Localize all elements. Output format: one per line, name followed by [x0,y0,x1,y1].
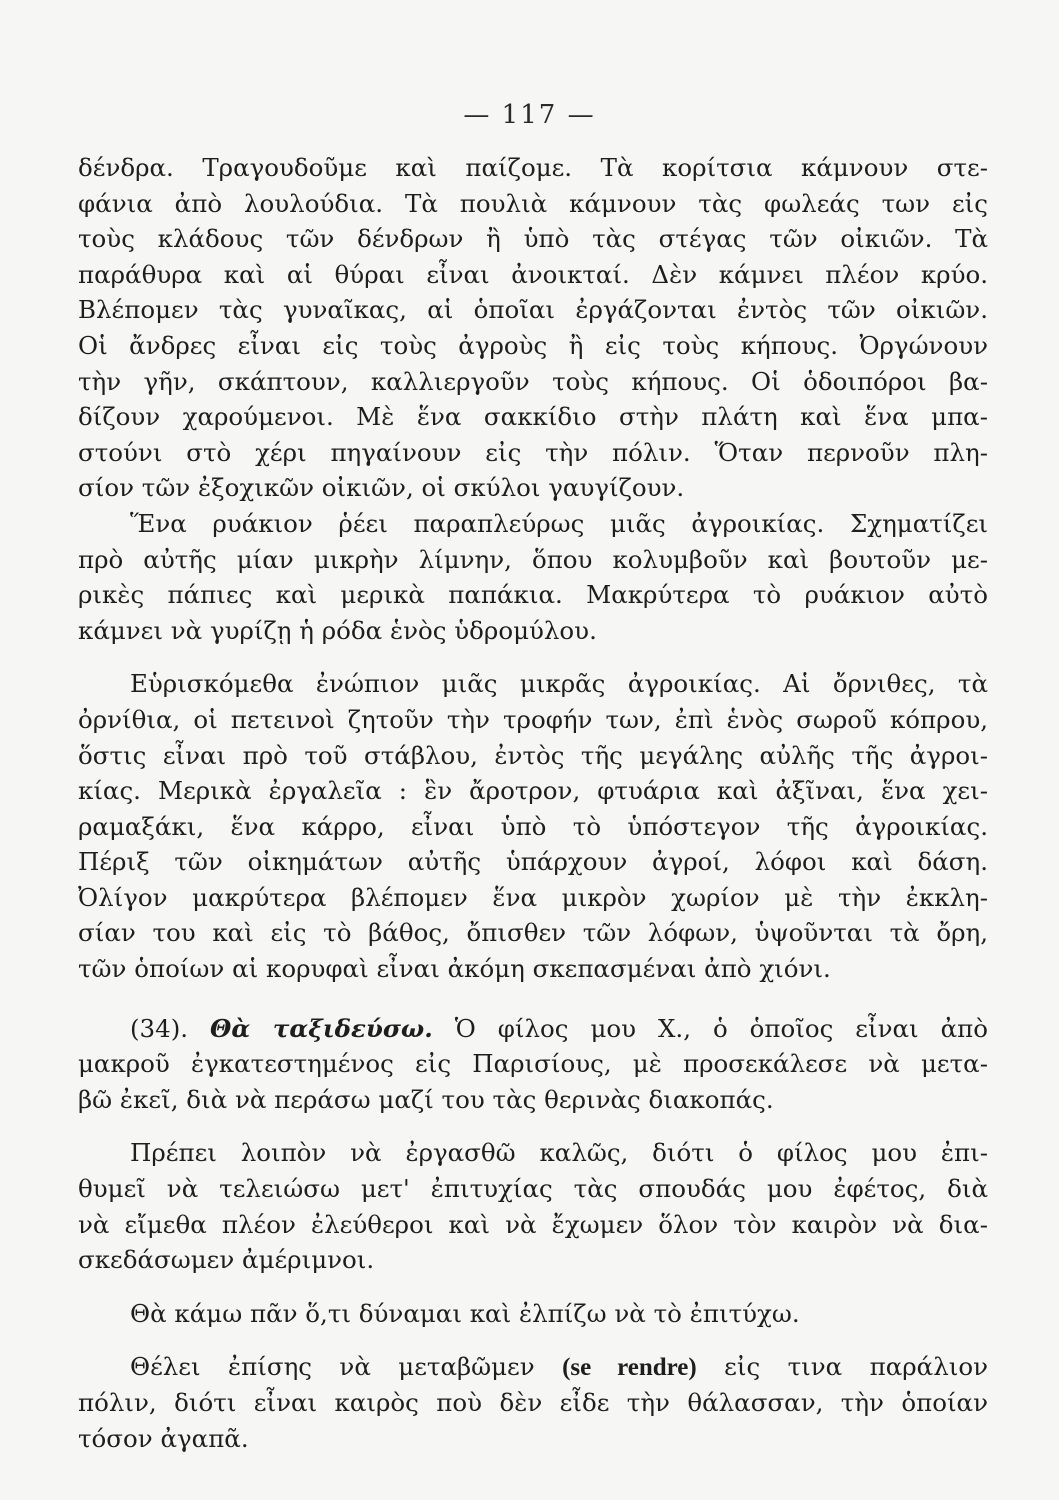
paragraph-3-line: τῶν ὁποίων αἱ κορυφαὶ εἶναι ἀκόμη σκεπασμέναι ἀπὸ χιόνι. [78,954,831,984]
paragraph-7-line: πόλιν, διότι εἶναι καιρὸς ποὺ δὲν εἶδε τὴν θάλασσαν, τὴν ὁποίαν [78,1388,988,1417]
paragraph-1-line: φάνια ἀπὸ λουλούδια. Τὰ πουλιὰ κάμνουν τὰς φωλεάς των εἰς [78,188,988,218]
paragraph-6-line: Θὰ κάμω πᾶν ὅ,τι δύναμαι καὶ ἐλπίζω νὰ τὸ ἐπιτύχω. [130,1298,800,1328]
paragraph-2-line: πρὸ αὐτῆς μίαν μικρὴν λίμνην, ὅπου κολυμβοῦν καὶ βουτοῦν με- [78,544,988,574]
paragraph-1-line: τὴν γῆν, σκάπτουν, καλλιεργοῦν τοὺς κήπους. Οἱ ὁδοιπόροι βα- [78,366,988,396]
paragraph-1-line: δένδρα. Τραγουδοῦμε καὶ παίζομε. Τὰ κορίτσια κάμνουν στε- [78,153,988,182]
paragraph-3-line: Ὀλίγον μακρύτερα βλέπομεν ἕνα μικρὸν χωρίον μὲ τὴν ἐκκλη- [78,882,988,912]
paragraph-5-line: σκεδάσωμεν ἀμέριμνοι. [78,1245,375,1275]
paragraph-7-line: τόσον ἀγαπᾶ. [78,1423,249,1453]
paragraph-5-line: θυμεῖ νὰ τελειώσω μετ' ἐπιτυχίας τὰς σπουδάς μου ἐφέτος, διὰ [78,1174,988,1204]
latin-gloss: (se rendre) [562,1354,697,1382]
section-line: βῶ ἐκεῖ, διὰ νὰ περάσω μαζί του τὰς θερινὰς διακοπάς. [78,1084,774,1114]
paragraph-1-line: στούνι στὸ χέρι πηγαίνουν εἰς τὴν πόλιν. Ὅταν περνοῦν πλη- [78,437,988,467]
paragraph-1-line: δίζουν χαρούμενοι. Μὲ ἕνα σακκίδιο στὴν πλάτη καὶ ἕνα μπα- [78,402,988,432]
paragraph-2-line: Ἕνα ρυάκιον ῥέει παραπλεύρως μιᾶς ἀγροικίας. Σχηματίζει [130,508,988,538]
paragraph-3-line: ὅστις εἶναι πρὸ τοῦ στάβλου, ἐντὸς τῆς μεγάλης αὐλῆς τῆς ἀγροι- [78,740,988,770]
paragraph-7-text-before: Θέλει ἐπίσης νὰ μεταβῶμεν [130,1352,535,1382]
paragraph-1-line: Βλέπομεν τὰς γυναῖκας, αἱ ὁποῖαι ἐργάζονται ἐντὸς τῶν οἰκιῶν. [78,295,988,325]
page-body [78,150,988,1456]
paragraph-7-text-after: εἰς τινα παράλιον [724,1352,988,1382]
paragraph-1-line: σίον τῶν ἐξοχικῶν οἰκιῶν, οἱ σκύλοι γαυγίζουν. [78,473,685,503]
paragraph-2-line: κάμνει νὰ γυρίζῃ ἡ ρόδα ἑνὸς ὑδρομύλου. [78,615,597,645]
paragraph-3-line: σίαν του καὶ εἰς τὸ βάθος, ὄπισθεν τῶν λόφων, ὑψοῦνται τὰ ὄρη, [78,918,988,948]
paragraph-gap [78,1117,988,1135]
paragraph-2-line: ρικὲς πάπιες καὶ μερικὰ παπάκια. Μακρύτερα τὸ ρυάκιον αὐτὸ [78,580,988,610]
paragraph-3-line: κίας. Μερικὰ ἐργαλεῖα : ἓν ἄροτρον, φτυάρια καὶ ἀξῖναι, ἕνα χει- [78,776,988,806]
section-number: (34). [130,1013,189,1043]
paragraph-3-line: Πέριξ τῶν οἰκημάτων αὐτῆς ὑπάρχουν ἀγροί, λόφοι καὶ δάση. [78,847,988,877]
paragraph-7-line [78,1349,988,1385]
page-number: — 117 — [463,100,596,130]
section-gap [78,987,988,1011]
section-line: μακροῦ ἐγκατεστημένος εἰς Παρισίους, μὲ προσεκάλεσε νὰ μετα- [78,1049,988,1079]
paragraph-1-line: τοὺς κλάδους τῶν δένδρων ἢ ὑπὸ τὰς στέγας τῶν οἰκιῶν. Τὰ [78,224,988,254]
paragraph-gap [78,1331,988,1349]
paragraph-gap [78,1278,988,1296]
paragraph-1-line: παράθυρα καὶ αἱ θύραι εἶναι ἀνοικταί. Δὲν κάμνει πλέον κρύο. [78,259,988,289]
paragraph-3-line: ὀρνίθια, οἱ πετεινοὶ ζητοῦν τὴν τροφήν των, ἐπὶ ἑνὸς σωροῦ κόπρου, [78,704,988,734]
section-first-line-text: Ὁ φίλος μου Χ., ὁ ὁποῖος εἶναι ἀπὸ [454,1013,988,1043]
section-title: Θὰ ταξιδεύσω. [210,1013,433,1043]
section-heading-line [78,1011,988,1047]
paragraph-5-line: νὰ εἴμεθα πλέον ἐλεύθεροι καὶ νὰ ἔχωμεν ὅλον τὸν καιρὸν νὰ δια- [78,1209,988,1239]
paragraph-3-line: Εὑρισκόμεθα ἐνώπιον μιᾶς μικρᾶς ἀγροικίας. Αἱ ὄρνιθες, τὰ [130,669,988,699]
paragraph-gap [78,648,988,666]
paragraph-1-line: Οἱ ἄνδρες εἶναι εἰς τοὺς ἀγροὺς ἢ εἰς τοὺς κήπους. Ὀργώνουν [78,330,988,360]
paragraph-3-line: ραμαξάκι, ἕνα κάρρο, εἶναι ὑπὸ τὸ ὑπόστεγον τῆς ἀγροικίας. [78,811,988,841]
paragraph-5-line: Πρέπει λοιπὸν νὰ ἐργασθῶ καλῶς, διότι ὁ φίλος μου ἐπι- [130,1138,988,1168]
